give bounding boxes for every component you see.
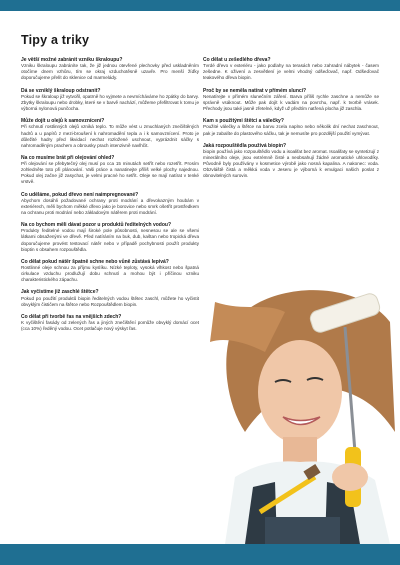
left-column [21, 57, 199, 338]
answer-paragraph: Při olejování se přebytečný olej musí po cca 15 minutách setřít nebo rozetřít. Prosím zohledněte toto při plánování. Vaši práce a nanatinejte příliš velké plochy najednou. Pokud olej začne již zasychat, je velmi pracné ho setřít. Oleje se mají natírat v tenké vrstvě. [21, 161, 199, 185]
answer-paragraph: Tvrdé dřevo v exteriéru - jako podlahy na terasách nebo zahradní nábytek - časem zešedne. K oživení a zesvětlení je velmi vhodný odšeďovač, např. Odšeďovač teakového dřeva biopin. [203, 63, 379, 81]
answer-paragraph: Pokud se škraloup již vytvořil, opatrně ho vyjmete a nevmícháváme ho zpátky do barvy. Zbytky škraloupu nebo drobky, které se v barvě nachází, můžeme přefiltrovat k tomu je výborná nylonová punčocha. [21, 93, 199, 112]
answer-paragraph: biopin používá jako rozpouštědlo vodu a isoalifat bez aromat. Isoalifaty se syntetizují z minerálního oleje, jsou extrémně čisté a neobsahují žádné aromatické uhlovodíky. Původně byly používány v kosmetice výrobě jako nosná kapalina. A nakonec: voda. Obzvláště čistá a měkká voda v Jeseru je výborná k emulgaci našich poslat z obnovitelných surovin. [203, 148, 379, 179]
woman-painter-photo [205, 282, 400, 544]
question-heading: Co dělat při tvorbě řas na vnějších zdech? [21, 313, 122, 320]
right-column [203, 57, 379, 185]
bottom-color-bar [0, 544, 400, 565]
question-heading: Co dělat pokud nátěr špatně schne nebo vůně zůstává lepivá? [21, 258, 169, 265]
answer-paragraph: Použité válečky a štětce na barvu zcela naplno nebo několik dní nechat zaschnout, pak je zabalíte do plastového sáčku, tak je nemusíte pro pozdější použití vymývat. [203, 124, 379, 136]
question-heading: Co uděláme, pokud dřevo není naimpregnované? [21, 191, 139, 198]
answer-paragraph: Vzniku škraloupu zabráníte tak, že již jednou otevřené plechovky před uskladněním otočíme dnem vzhůru, tím se okraj vzduchotěsně uzavře. Pro menší žíďky doporučujeme přelít do sklenice od marmelády. [21, 63, 199, 81]
answer-paragraph: Při schnutí rostlinných olejů vzniká teplo. To může vést u zmuchlaných znečištěných hadrů a u papírů z mezi-broušení k nahromadění tepla a i k samovznícení. Proto je důležité hadry před likvidací nechat rozložené uschnout, vyprázdnit sáčky s nahromaděným prachem a obrousky prach intenzivně navlhčit. [21, 124, 199, 148]
page-title: Tipy a triky [21, 33, 90, 47]
question-heading: Jaká rozpouštědla používá biopin? [203, 142, 287, 149]
question-heading: Na co musíme brát při olejování ohled? [21, 154, 115, 161]
answer-paragraph: Abychom dosáhli požadované ochrany proti modrání a dřevokazným houbám v exteriérech, měli bychom měkké dřevo jako je borovice nebo smrk ošetřit prostředkem na ochranu proti modrání nebo základovým nátěrem proti modrání. [21, 197, 199, 215]
question-heading: Co dělat u zešedlého dřeva? [203, 57, 271, 63]
answer-paragraph: K vyčištění fasády od zelených řas a jiných znečištění pomůže obvyklý domácí ocet (cca 10%) ředěný vodou. Ocet potlačuje nový výskyt řas. [21, 320, 199, 332]
answer-paragraph: Produkty ředitelné vodou mají široké pole působnosti, nesnesou se ale se všemi látkami obsaženými ve dřevě. Před natíráním na buk, dub, kaštan nebo tropická dřeva doporučujeme provést testovací nátěr nebo v případě pochybnosti použít produkty bioptin s obsahem rozpouštědla. [21, 228, 199, 252]
top-color-bar [0, 0, 400, 11]
answer-paragraph: Rostlinné oleje schnou za příjmu kyslíku. Nízké teploty, vysoká vlhkost nebo špatná cirkulace vzduchu prodlužují dobu schnutí a mohou být i příčinou vzniku charakteristického zápachu. [21, 265, 199, 283]
question-heading: Může dojít u olejů k samovznícení? [21, 118, 105, 125]
answer-paragraph: Pokud po použití produktů biopin ředitelných vodou štětec zaschl, můžete ho vyčistit obvyklým čističem na štětce nebo Rozpouštědlem biopin. [21, 295, 199, 307]
question-heading: Jak vyčistíme již zaschlé štětce? [21, 289, 99, 296]
question-heading: Kam s použitými štětci a válečky? [203, 118, 284, 125]
question-heading: Dá se vzniklý škraloup odstranit? [21, 87, 101, 94]
question-heading: Proč by se neměla natírat v přímém slunci? [203, 87, 307, 94]
question-heading: Je větší možné zabránit vzniku škraloupu? [21, 57, 123, 63]
answer-paragraph: Nenatírejte v přímém slunečním záření. Barva příliš rychle zaschne a nemůže se správně vsáknout. Může pak dojít k vadám na povrchu, např. k tvorbě vrásek. Přechody jsou také jasně zřetelné, když už předtím natřená plocha již zaschla. [203, 93, 379, 112]
question-heading: Na co bychom měli dávat pozor u produktů ředitelných vodou? [21, 222, 172, 229]
